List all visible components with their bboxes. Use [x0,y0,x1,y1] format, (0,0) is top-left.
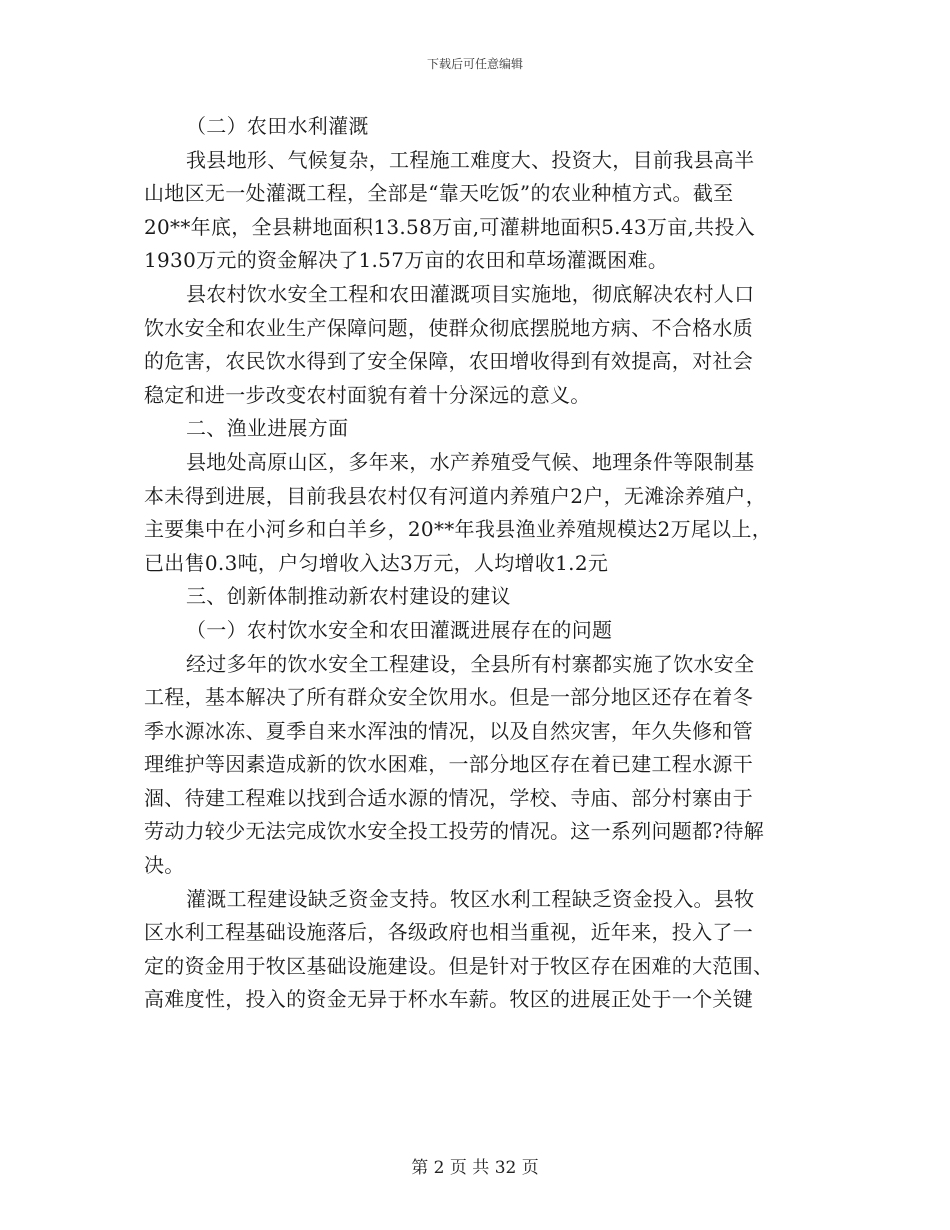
page-footer: 第 2 页 共 32 页 [411,1158,539,1178]
section-heading: （二）农田水利灌溉 [186,114,369,138]
paragraph-line: 饮水安全和农业生产保障问题，使群众彻底摆脱地方病、不合格水质 [144,315,753,340]
paragraph-line: 定的资金用于牧区基础设施建设。但是针对于牧区存在困难的大范围、 [144,953,774,978]
paragraph-line: 高难度性，投入的资金无异于杯水车薪。牧区的进展正处于一个关键 [144,987,753,1012]
paragraph-line: 决。 [144,853,185,878]
section-heading: 二、渔业进展方面 [186,416,349,441]
paragraph-line: 理维护等因素造成新的饮水困难，一部分地区存在着已建工程水源干 [144,752,753,777]
page-header: 下载后可任意编辑 [426,57,523,71]
paragraph-line: 主要集中在小河乡和白羊乡，20**年我县渔业养殖规模达2万尾以上， [144,517,773,542]
paragraph-line: 20**年底，全县耕地面积13.58万亩,可灌耕地面积5.43万亩,共投入 [144,214,756,239]
paragraph-line: 劳动力较少无法完成饮水安全投工投劳的情况。这一系列问题都?待解 [144,819,765,844]
section-heading: （一）农村饮水安全和农田灌溉进展存在的问题 [186,617,613,642]
paragraph-line: 稳定和进一步改变农村面貌有着十分深远的意义。 [144,382,591,407]
paragraph-line: 县农村饮水安全工程和农田灌溉项目实施地，彻底解决农村人口 [186,281,755,306]
paragraph-line: 工程，基本解决了所有群众安全饮用水。但是一部分地区还存在着冬 [144,685,753,710]
paragraph-line: 我县地形、气候复杂，工程施工难度大、投资大，目前我县高半 [186,147,755,172]
paragraph-line: 涸、待建工程难以找到合适水源的情况，学校、寺庙、部分村寨由于 [144,785,753,810]
section-heading: 三、创新体制推动新农村建设的建议 [186,584,511,609]
paragraph-line: 经过多年的饮水安全工程建设，全县所有村寨都实施了饮水安全 [186,651,755,676]
document-body [144,110,809,1017]
paragraph-line: 本未得到进展，目前我县农村仅有河道内养殖户2户，无滩涂养殖户， [144,483,767,508]
paragraph-line: 山地区无一处灌溉工程，全部是“靠天吃饭”的农业种植方式。截至 [144,181,734,206]
paragraph-line: 的危害，农民饮水得到了安全保障，农田增收得到有效提高，对社会 [144,349,753,374]
paragraph-line: 1930万元的资金解决了1.57万亩的农田和草场灌溉困难。 [144,248,669,273]
paragraph-line: 灌溉工程建设缺乏资金支持。牧区水利工程缺乏资金投入。县牧 [186,886,755,911]
paragraph-line: 区水利工程基础设施落后，各级政府也相当重视，近年来，投入了一 [144,920,753,945]
paragraph-line: 县地处高原山区，多年来，水产养殖受气候、地理条件等限制基 [186,449,755,474]
paragraph-line: 季水源冰冻、夏季自来水浑浊的情况，以及自然灾害，年久失修和管 [144,718,753,743]
paragraph-line: 已出售0.3吨，户匀增收入达3万元，人均增收1.2元 [144,550,609,575]
